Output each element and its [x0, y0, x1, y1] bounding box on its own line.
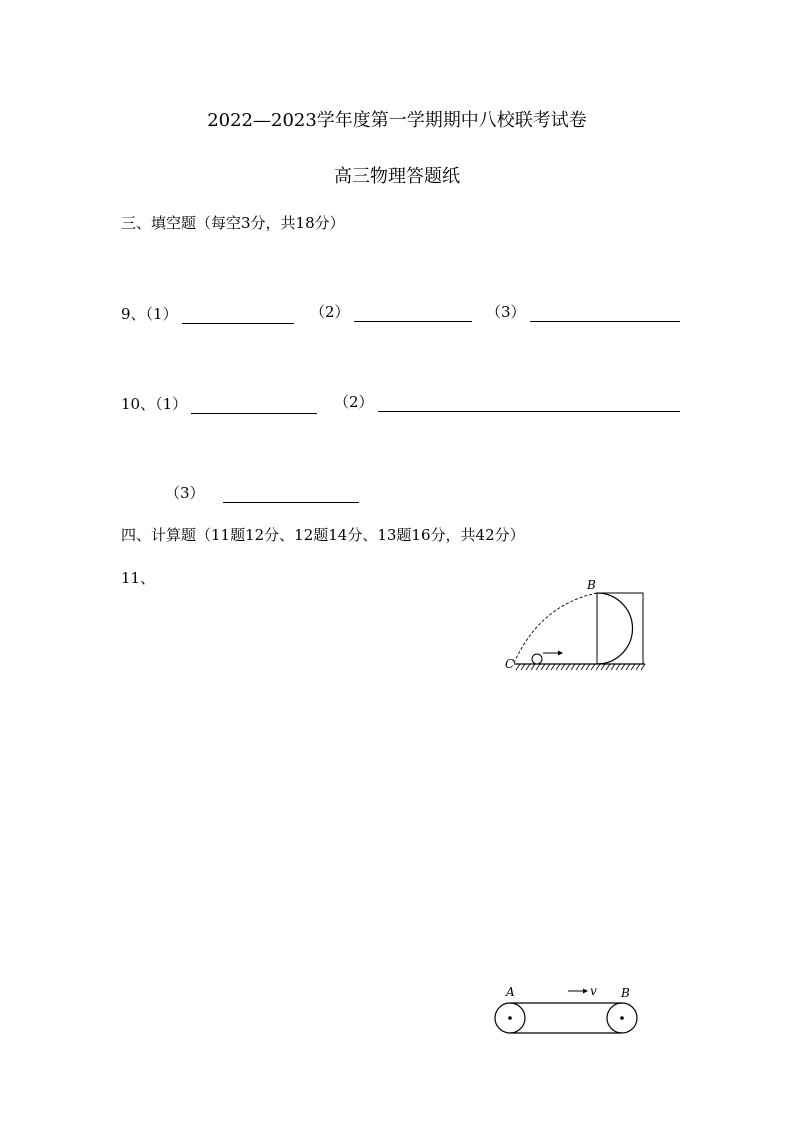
label-b: B: [587, 578, 596, 592]
question-9-part3-label: （3）: [486, 303, 526, 321]
question-9-part3: [486, 301, 680, 322]
question-11-number: 11、: [121, 569, 156, 587]
label-a: A: [506, 985, 515, 999]
question-10-part3: [165, 482, 359, 503]
exam-title: 2022—2023学年度第一学期期中八校联考试卷: [207, 110, 587, 131]
question-10-blank-2[interactable]: [378, 395, 680, 412]
question-9-part2-label: （2）: [310, 303, 350, 321]
answer-sheet-subtitle: 高三物理答题纸: [334, 166, 460, 187]
section-calculation-heading: 四、计算题（11题12分、12题14分、13题16分，共42分）: [121, 526, 525, 544]
ground-hatching: [516, 664, 645, 670]
section-fill-in-heading: 三、填空题（每空3分，共18分）: [121, 214, 345, 232]
question-10-part3-label: （3）: [165, 484, 205, 502]
label-b-pulley: B: [621, 986, 630, 1000]
question-10-blank-3[interactable]: [223, 486, 359, 503]
question-10-row: [121, 393, 317, 414]
question-9-number: 9、: [121, 305, 146, 323]
question-9-blank-3[interactable]: [530, 305, 680, 322]
question-10-number: 10、: [121, 395, 156, 413]
question-9-part1-label: （1）: [145, 305, 178, 323]
conveyor-belt-diagram: [488, 980, 648, 1040]
question-10-part1-label: （1）: [155, 395, 188, 413]
track-frame: [597, 593, 643, 664]
question-10-part2: [334, 391, 680, 412]
question-10-part2-label: （2）: [334, 393, 374, 411]
figure-conveyor-belt: [488, 980, 648, 1040]
pulley-a-axle: [508, 1016, 512, 1020]
question-9-blank-1[interactable]: [182, 307, 294, 324]
question-9-part2: [310, 301, 472, 322]
pulley-b-axle: [620, 1016, 624, 1020]
curved-track-diagram: [500, 575, 650, 675]
velocity-arrowhead: [558, 651, 563, 656]
belt-velocity-arrowhead: [583, 989, 588, 994]
semicircle-track: [597, 593, 633, 664]
figure-curved-track: [500, 575, 650, 675]
question-9-blank-2[interactable]: [354, 305, 472, 322]
question-10-blank-1[interactable]: [191, 397, 317, 414]
question-9-row: [121, 303, 294, 324]
label-c: C: [505, 657, 515, 671]
label-v: v: [590, 984, 597, 998]
ball: [532, 654, 542, 664]
